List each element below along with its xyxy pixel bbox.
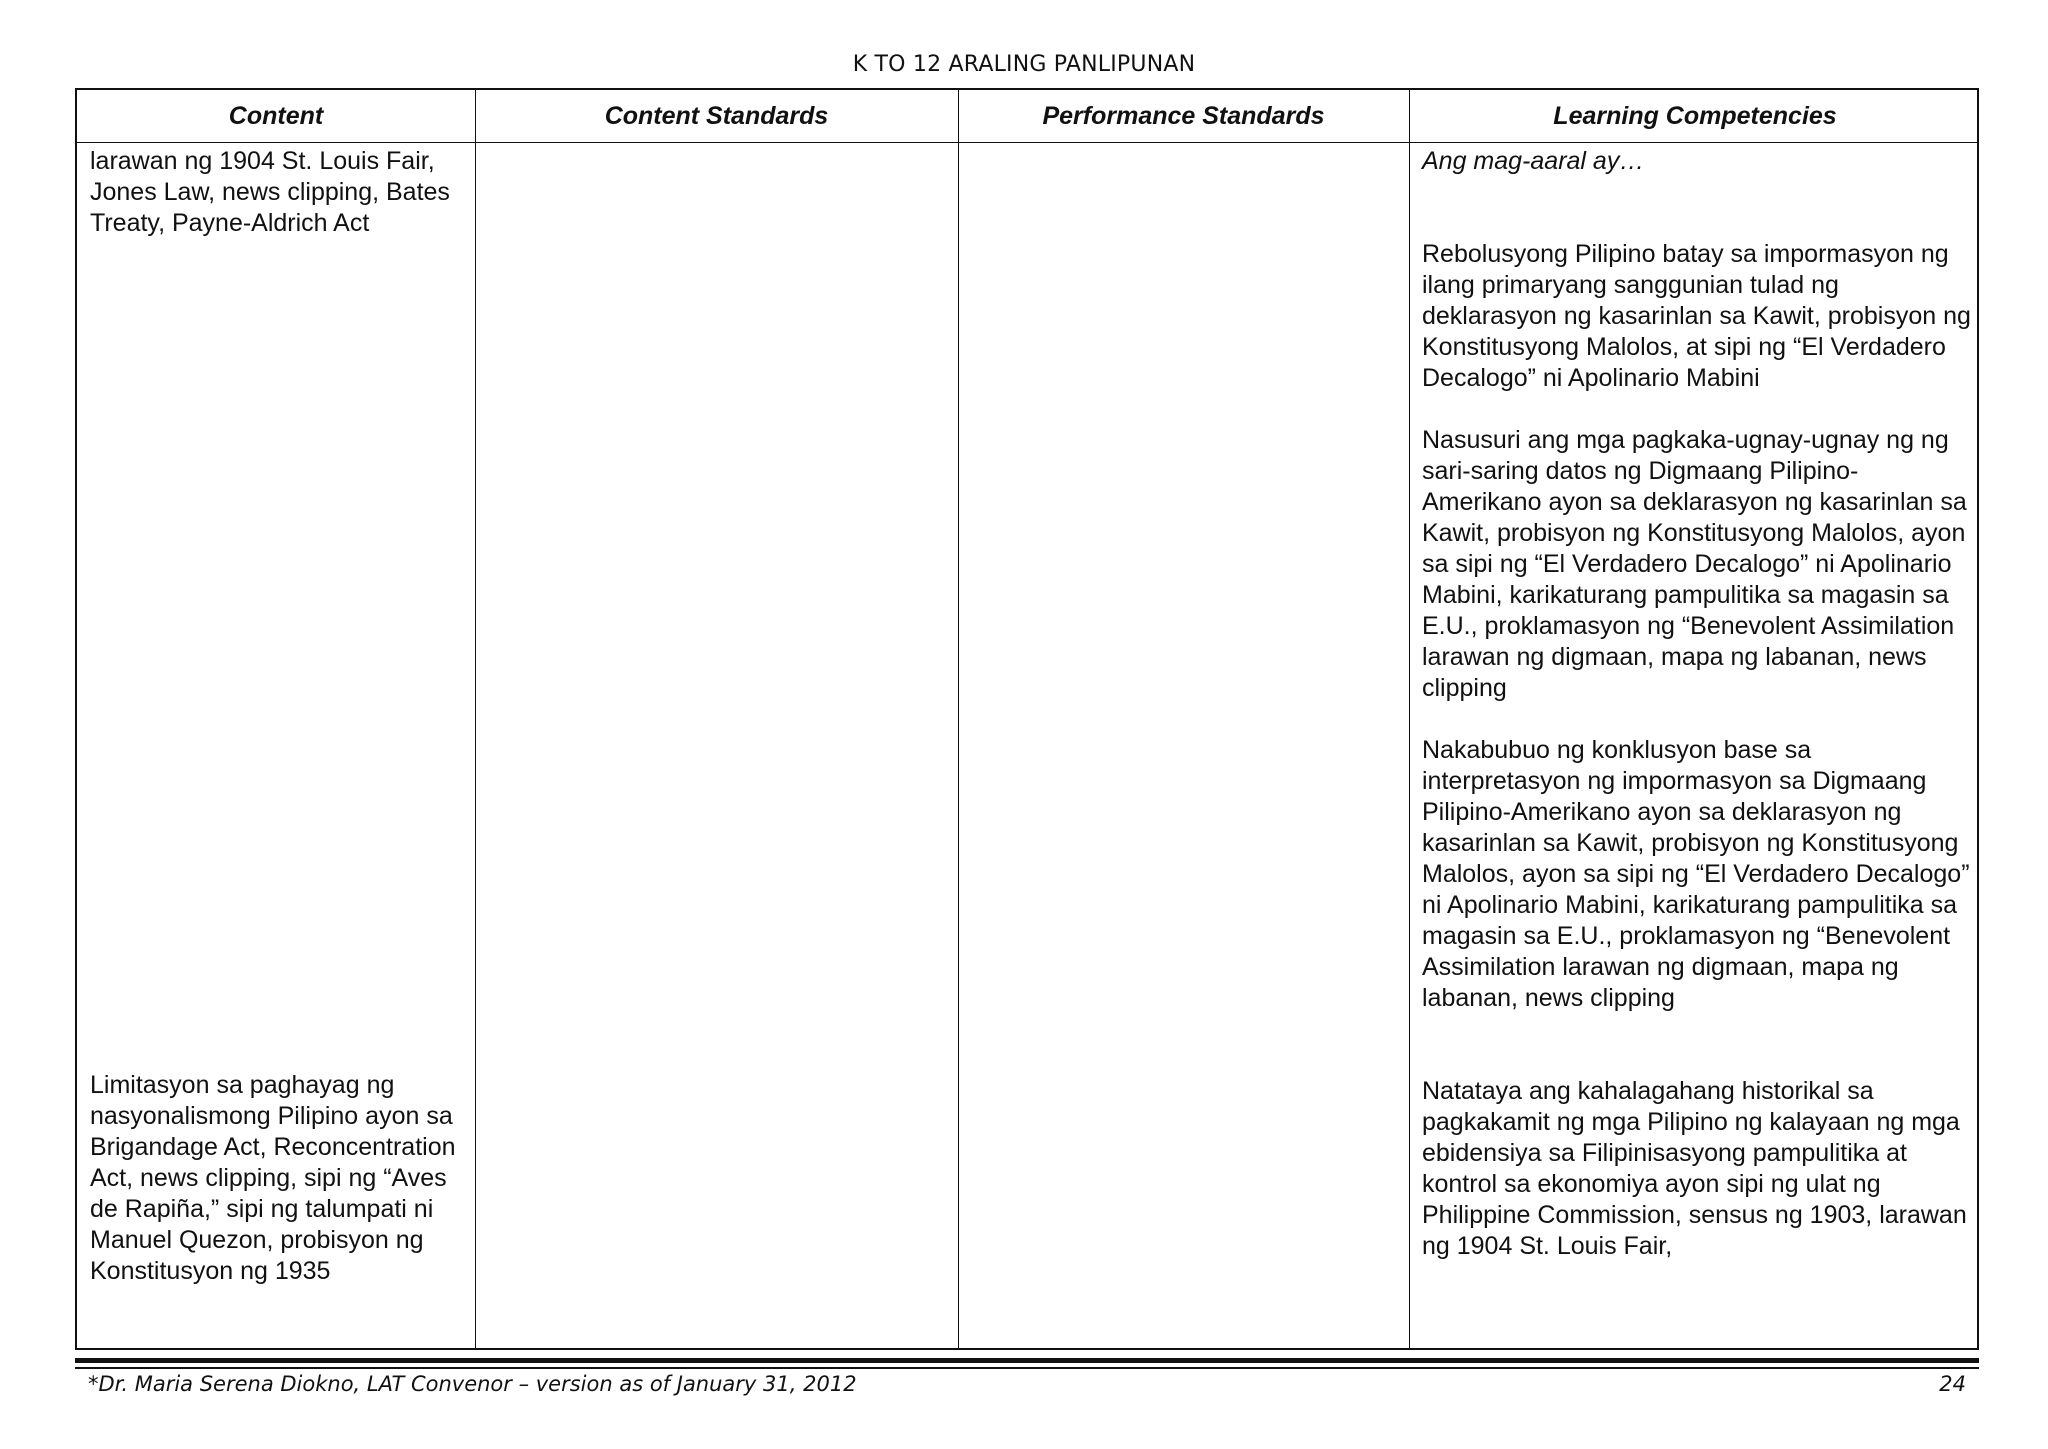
footer-rule xyxy=(75,1367,1979,1369)
column-divider xyxy=(1409,90,1410,1348)
competency-item: Nakabubuo ng konklusyon base sa interpretasyon ng impormasyon sa Digmaang Pilipino-Amerikano ayon sa deklarasyon ng kasarinlan sa Kawit, probisyon ng Konstitusyong Malolos, ayon sa sipi ng “El Verdadero Decalogo” ni Apolinario Mabini, karikaturang pampulitika sa magasin sa E.U., proklamasyon ng “Benevolent Assimilation larawan ng digmaan, mapa ng labanan, news clipping xyxy=(1422,736,1970,1012)
learning-competencies-cell xyxy=(1422,146,1972,1262)
column-header-content: Content xyxy=(228,102,324,130)
curriculum-table xyxy=(75,88,1979,1350)
page-number: 24 xyxy=(1939,1372,1966,1396)
competency-intro: Ang mag-aaral ay… xyxy=(1422,147,1645,175)
footer-credit: *Dr. Maria Serena Diokno, LAT Convenor – version as of January 31, 2012 xyxy=(88,1372,857,1396)
page-header-title: K TO 12 ARALING PANLIPUNAN xyxy=(852,52,1196,77)
header-row-divider xyxy=(77,142,1977,143)
competency-item: Rebolusyong Pilipino batay sa impormasyon ng ilang primaryang sanggunian tulad ng deklarasyon ng kasarinlan sa Kawit, probisyon ng Konstitusyong Malolos, at sipi ng “El Verdadero Decalogo” ni Apolinario Mabini xyxy=(1422,240,1971,392)
column-divider xyxy=(475,90,476,1348)
competency-item: Natataya ang kahalagahang historikal sa pagkakamit ng mga Pilipino ng kalayaan ng mga ebidensiya sa Filipinisasyong pampulitika at kontrol sa ekonomiya ayon sipi ng ulat ng Philippine Commission, sensus ng 1903, larawan ng 1904 St. Louis Fair, xyxy=(1422,1077,1967,1260)
column-divider xyxy=(958,90,959,1348)
footer-rule xyxy=(75,1358,1979,1363)
competency-item: Nasusuri ang mga pagkaka-ugnay-ugnay ng ng sari-saring datos ng Digmaang Pilipino-Amerikano ayon sa deklarasyon ng kasarinlan sa Kawit, probisyon ng Konstitusyong Malolos, ayon sa sipi ng “El Verdadero Decalogo” ni Apolinario Mabini, karikaturang pampulitika sa magasin sa E.U., proklamasyon ng “Benevolent Assimilation larawan ng digmaan, mapa ng labanan, news clipping xyxy=(1422,426,1967,702)
column-header-content-standards: Content Standards xyxy=(604,102,829,130)
content-cell-block-1: larawan ng 1904 St. Louis Fair, Jones Law, news clipping, Bates Treaty, Payne-Aldrich Act xyxy=(90,147,450,237)
column-header-performance-standards: Performance Standards xyxy=(1042,102,1325,130)
content-cell-block-2: Limitasyon sa paghayag ng nasyonalismong Pilipino ayon sa Brigandage Act, Reconcentration Act, news clipping, sipi ng “Aves de Rapiña,” sipi ng talumpati ni Manuel Quezon, probisyon ng Konstitusyon ng 1935 xyxy=(90,1071,456,1285)
column-header-learning-competencies: Learning Competencies xyxy=(1553,102,1837,130)
